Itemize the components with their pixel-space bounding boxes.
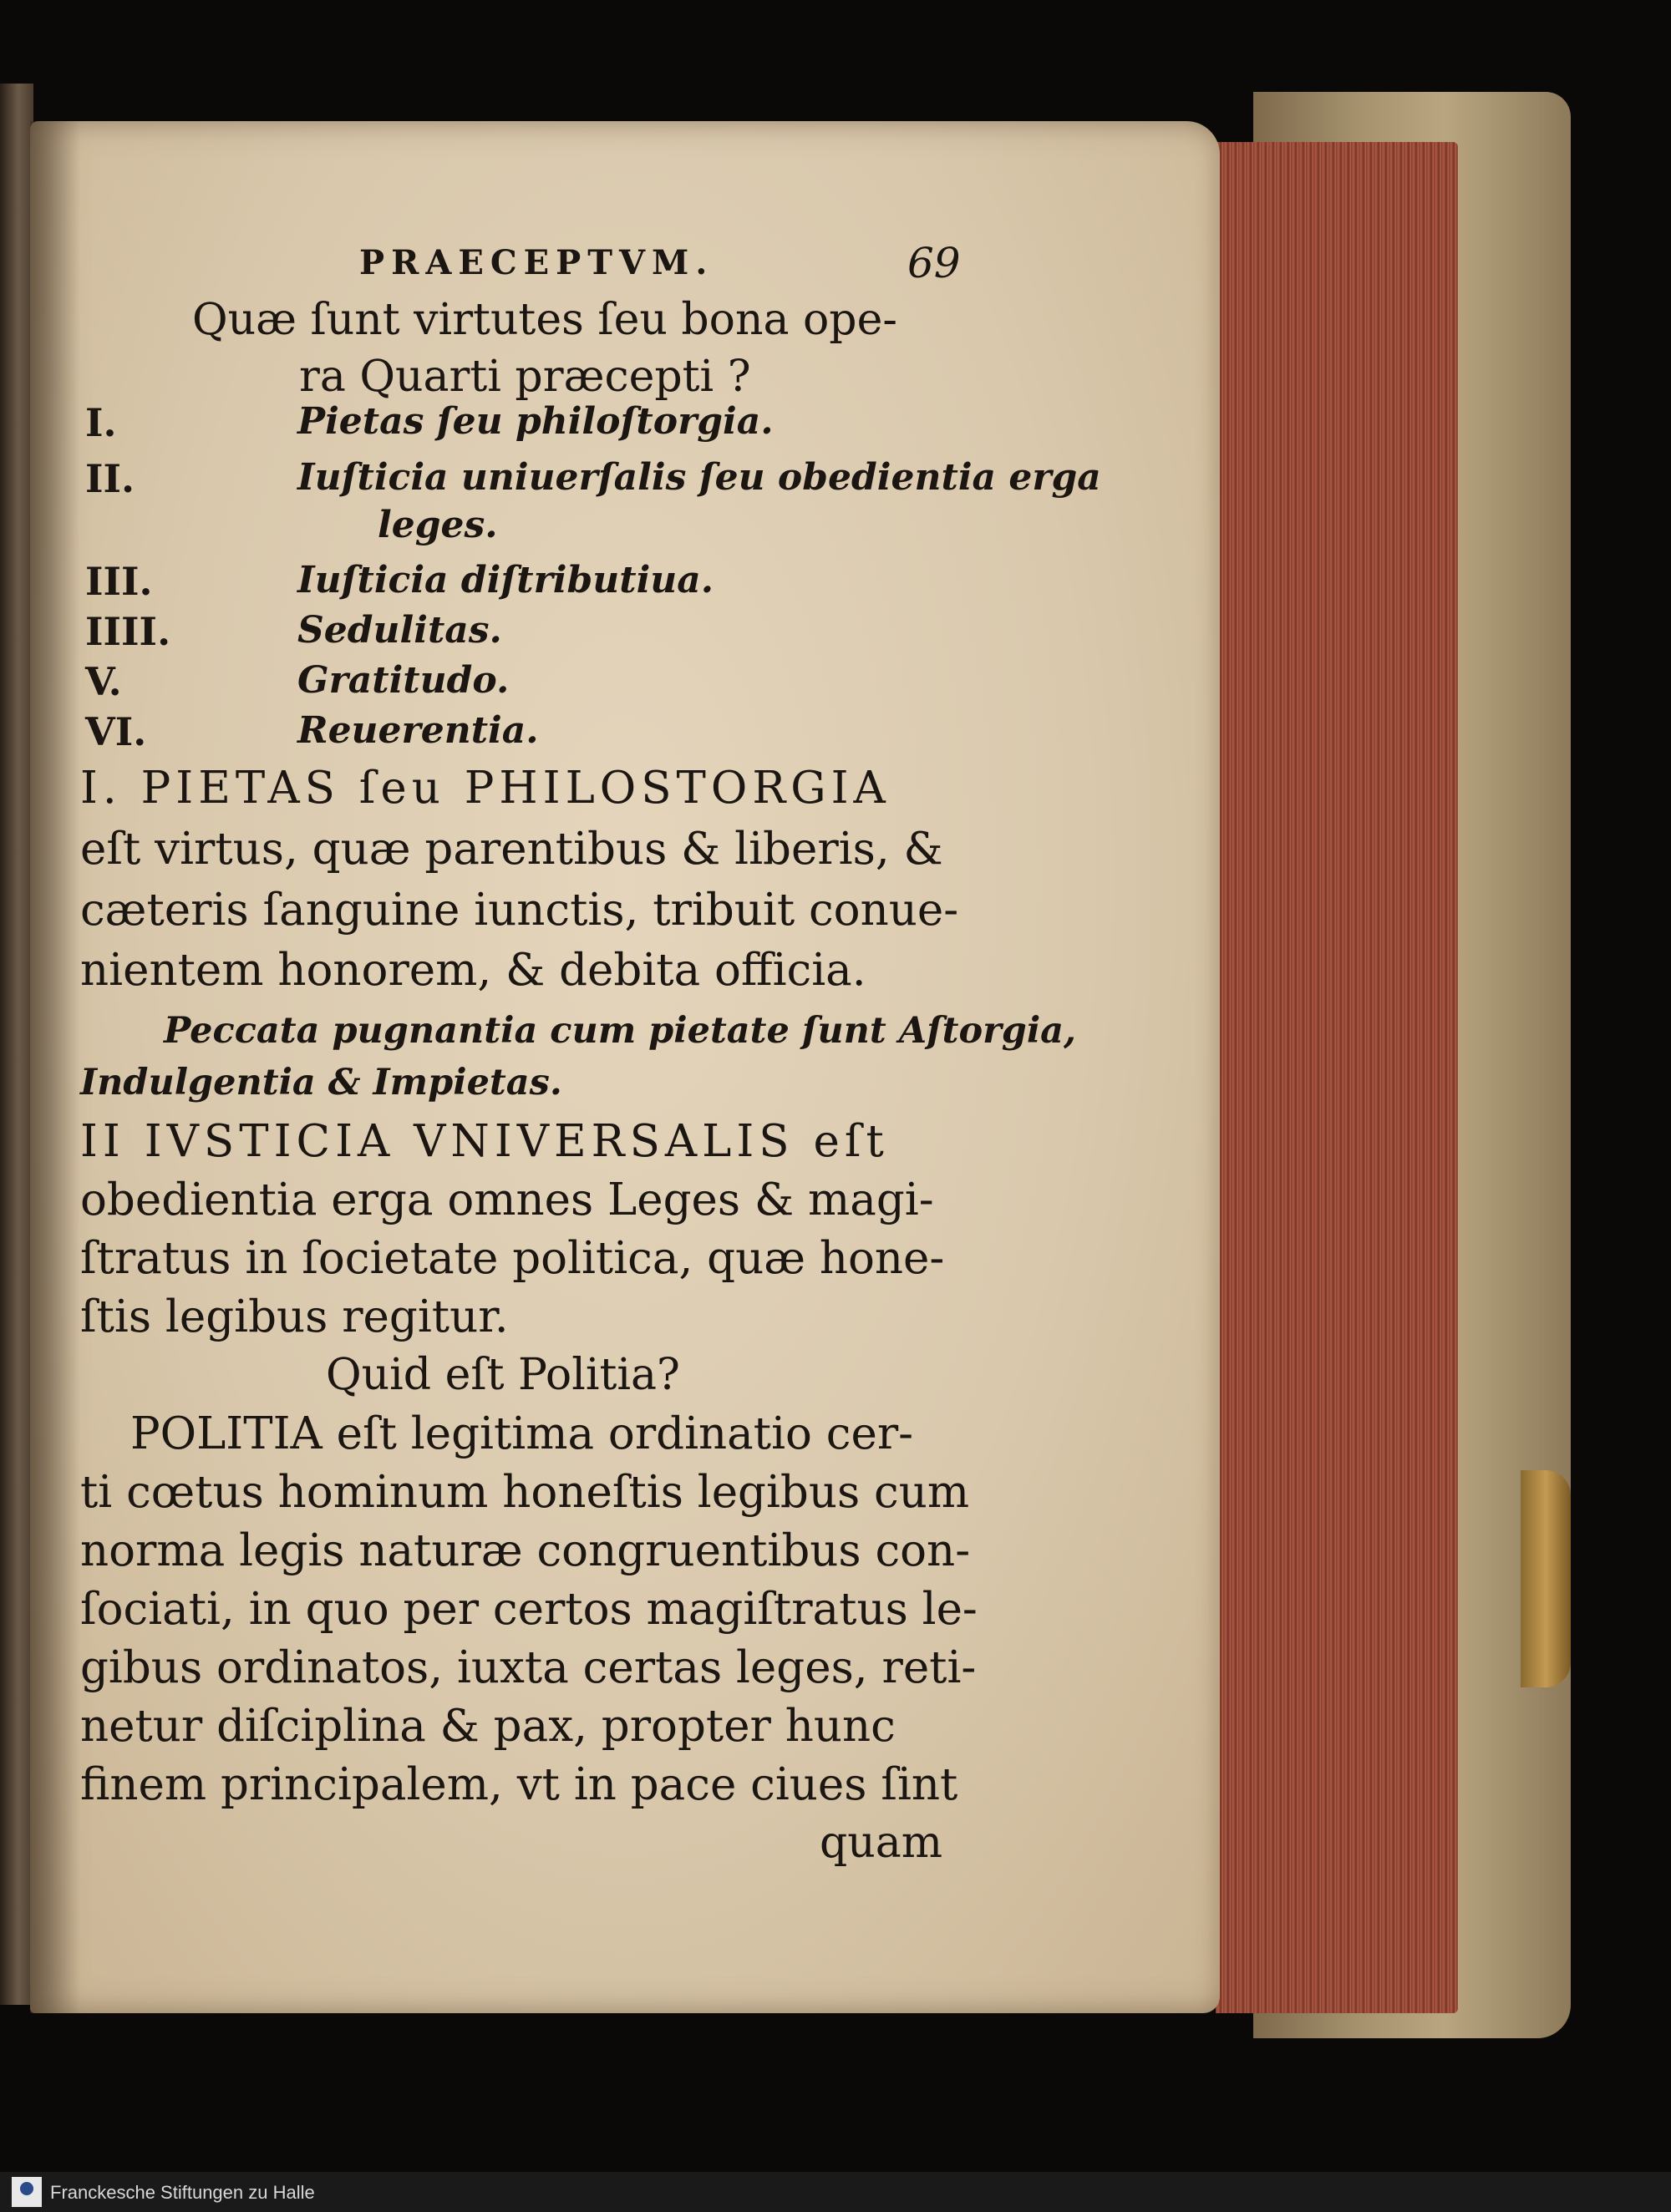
question-line-1: Quæ ſunt virtutes ſeu bona ope-: [192, 295, 897, 345]
virtue-number: IIII.: [85, 609, 171, 654]
virtue-number: V.: [85, 659, 122, 704]
gutter-shadow: [30, 121, 80, 2013]
iusticia-paragraph-line: ſtis legibus regitur.: [80, 1291, 509, 1342]
virtue-item: Gratitudo.: [297, 659, 510, 702]
iusticia-paragraph-line: ſtratus in ſocietate politica, quæ hone-: [80, 1233, 945, 1284]
virtue-item: leges.: [378, 504, 498, 546]
politia-paragraph-line: finem principalem, vt in pace ciues ſint: [80, 1759, 958, 1810]
virtue-item: Sedulitas.: [297, 609, 502, 652]
virtue-item: Pietas ſeu philoſtorgia.: [297, 400, 774, 443]
virtue-item: Reuerentia.: [297, 709, 539, 752]
iusticia-paragraph-line: II IVSTICIA VNIVERSALIS eſt: [80, 1116, 889, 1167]
virtue-number: III.: [85, 559, 153, 604]
politia-paragraph-line: POLITIA eſt legitima ordinatio cer-: [130, 1408, 914, 1459]
pietas-paragraph-line: cæteris ſanguine iunctis, tribuit conue-: [80, 885, 959, 936]
pietas-paragraph-line: eſt virtus, quæ parentibus & liberis, &: [80, 824, 943, 875]
peccata-note-line: Peccata pugnantia cum pietate ſunt Aſtorgia,: [164, 1010, 1077, 1052]
logo-mark-icon: [20, 2182, 33, 2195]
page-number: 69: [907, 239, 961, 287]
politia-paragraph-line: ti cœtus hominum honeſtis legibus cum: [80, 1467, 970, 1518]
catchword: quam: [820, 1818, 943, 1868]
footer-bar: [0, 2172, 1671, 2212]
left-page-sliver: [0, 84, 33, 2005]
peccata-note-line: Indulgentia & Impietas.: [80, 1062, 562, 1103]
virtue-item: Iuſticia uniuerſalis ſeu obedientia erga: [297, 456, 1101, 499]
virtue-number: I.: [85, 400, 117, 445]
politia-paragraph-line: norma legis naturæ congruentibus con-: [80, 1525, 971, 1576]
pietas-paragraph-line: nientem honorem, & debita officia.: [80, 945, 866, 996]
book-clasp: [1521, 1470, 1571, 1687]
politia-paragraph-line: netur diſciplina & pax, propter hunc: [80, 1701, 896, 1752]
virtue-number: II.: [85, 456, 135, 501]
virtue-item: Iuſticia diſtributiua.: [297, 559, 714, 601]
pietas-paragraph-line: I. PIETAS ſeu PHILOSTORGIA: [80, 763, 891, 814]
page-edges: [1216, 142, 1458, 2013]
section-question: Quid eſt Politia?: [326, 1350, 680, 1400]
iusticia-paragraph-line: obedientia erga omnes Leges & magi-: [80, 1174, 934, 1225]
virtue-number: VI.: [85, 709, 147, 754]
institution-logo: [12, 2177, 42, 2207]
question-line-2: ra Quarti præcepti ?: [299, 352, 751, 402]
institution-name: Franckesche Stiftungen zu Halle: [50, 2182, 315, 2203]
politia-paragraph-line: ſociati, in quo per certos magiſtratus le-: [80, 1584, 978, 1635]
running-head: PRAECEPTVM.: [359, 243, 714, 282]
politia-paragraph-line: gibus ordinatos, iuxta certas leges, reti-: [80, 1642, 977, 1693]
book-page: [30, 121, 1220, 2013]
